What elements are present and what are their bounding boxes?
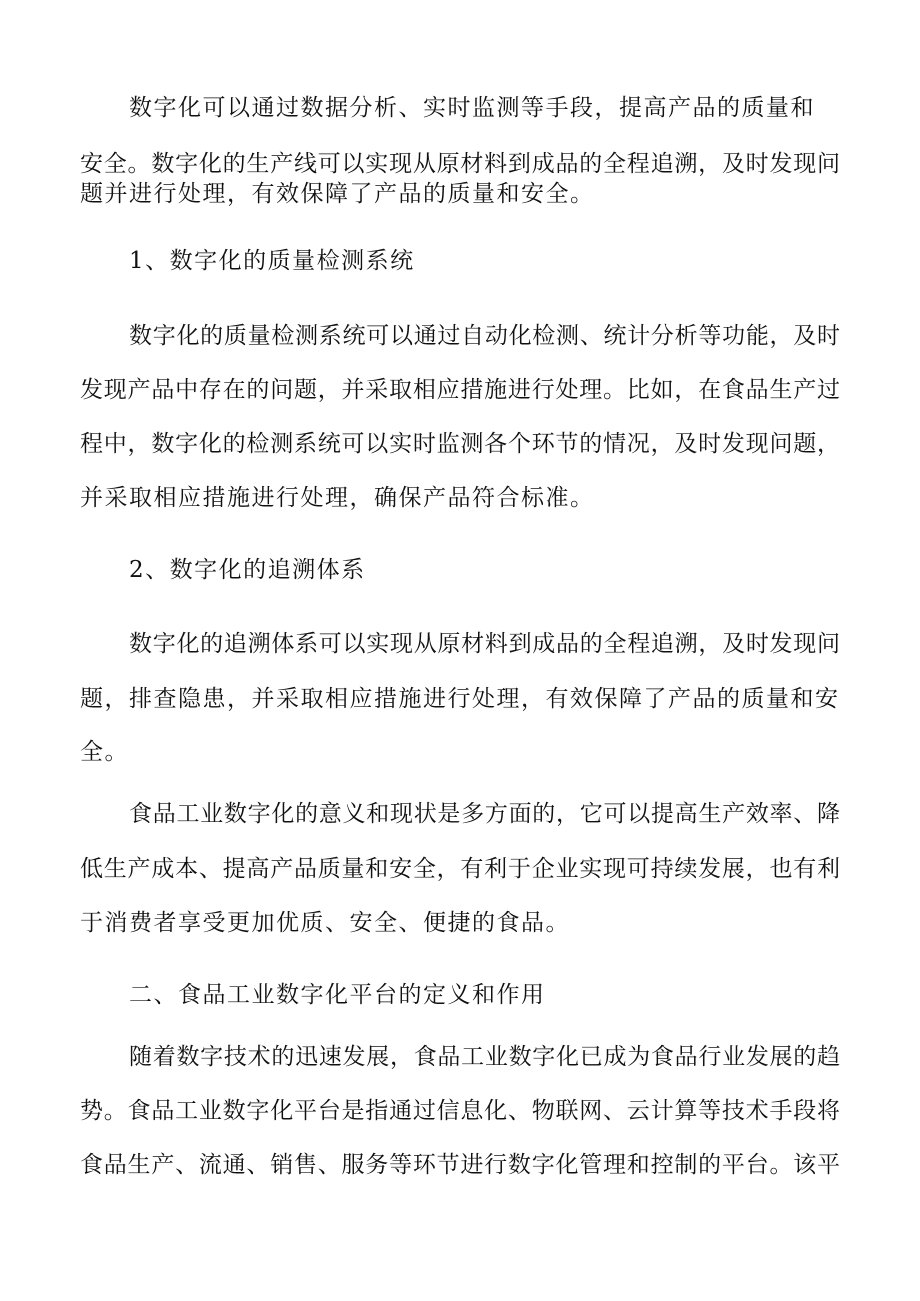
paragraph-5-line-3: 食品生产、流通、销售、服务等环节进行数字化管理和控制的平台。该平 — [80, 1152, 840, 1178]
section-heading-3: 二、食品工业数字化平台的定义和作用 — [129, 982, 546, 1008]
paragraph-4-line-2: 低生产成本、提高产品质量和安全，有利于企业实现可持续发展，也有利 — [80, 856, 840, 882]
paragraph-4-line-1: 食品工业数字化的意义和现状是多方面的，它可以提高生产效率、降 — [129, 801, 840, 827]
paragraph-2-line-4: 并采取相应措施进行处理，确保产品符合标准。 — [80, 485, 595, 511]
paragraph-3-line-2: 题，排查隐患，并采取相应措施进行处理，有效保障了产品的质量和安 — [80, 686, 840, 712]
paragraph-2-line-3: 程中，数字化的检测系统可以实时监测各个环节的情况，及时发现问题， — [80, 431, 840, 457]
paragraph-3-line-3: 全。 — [80, 739, 129, 765]
section-heading-1: 1、数字化的质量检测系统 — [129, 248, 415, 274]
paragraph-1-line-2: 安全。数字化的生产线可以实现从原材料到成品的全程追溯，及时发现问 — [80, 151, 840, 177]
paragraph-1-line-1: 数字化可以通过数据分析、实时监测等手段，提高产品的质量和 — [129, 95, 815, 121]
paragraph-1-line-3: 题并进行处理，有效保障了产品的质量和安全。 — [80, 181, 595, 207]
paragraph-3-line-1: 数字化的追溯体系可以实现从原材料到成品的全程追溯，及时发现问 — [129, 631, 840, 657]
paragraph-5-line-2: 势。食品工业数字化平台是指通过信息化、物联网、云计算等技术手段将 — [80, 1098, 840, 1124]
paragraph-2-line-1: 数字化的质量检测系统可以通过自动化检测、统计分析等功能，及时 — [129, 323, 840, 349]
paragraph-4-line-3: 于消费者享受更加优质、安全、便捷的食品。 — [80, 910, 570, 936]
section-heading-2: 2、数字化的追溯体系 — [129, 557, 366, 583]
paragraph-5-line-1: 随着数字技术的迅速发展，食品工业数字化已成为食品行业发展的趋 — [129, 1044, 840, 1070]
paragraph-2-line-2: 发现产品中存在的问题，并采取相应措施进行处理。比如，在食品生产过 — [80, 377, 840, 403]
